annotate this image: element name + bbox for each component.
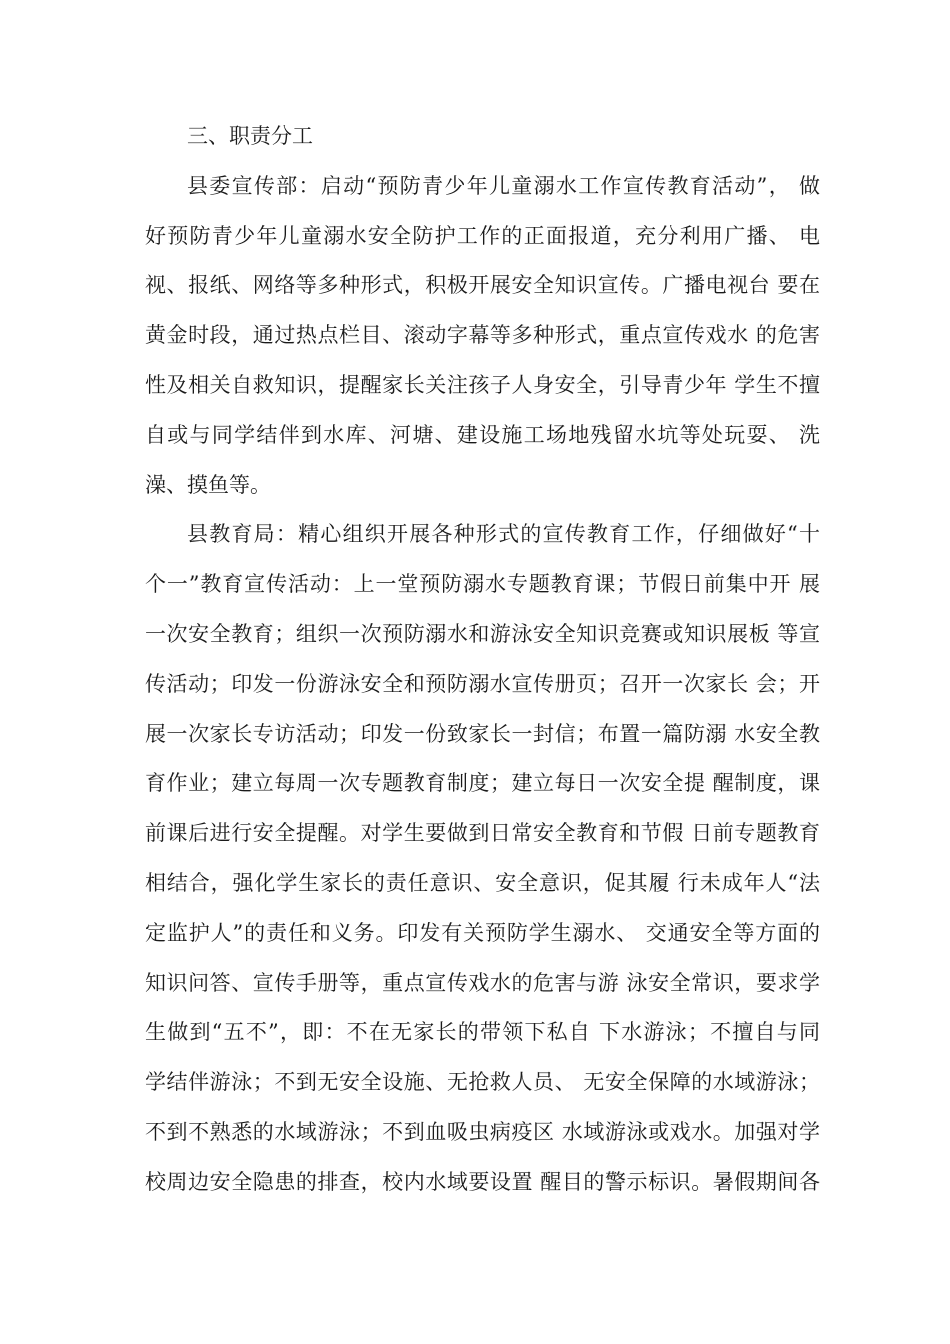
paragraph-line: 不到不熟悉的水域游泳；不到血吸虫病疫区 水域游泳或戏水。加强对学	[145, 1119, 820, 1144]
paragraph-line: 一次安全教育；组织一次预防溺水和游泳安全知识竞赛或知识展板 等宣	[145, 621, 820, 646]
paragraph-propaganda-dept	[145, 162, 820, 511]
paragraph-line: 好预防青少年儿童溺水安全防护工作的正面报道，充分利用广播、 电	[145, 223, 820, 248]
paragraph-line: 性及相关自救知识，提醒家长关注孩子人身安全，引导青少年 学生不擅	[145, 372, 820, 397]
paragraph-line: 个一”教育宣传活动：上一堂预防溺水专题教育课；节假日前集中开 展	[145, 572, 820, 597]
paragraph-line: 相结合，强化学生家长的责任意识、安全意识，促其履 行未成年人“法	[145, 870, 820, 895]
paragraph-line: 澡、摸鱼等。	[145, 472, 271, 497]
paragraph-line: 黄金时段，通过热点栏目、滚动字幕等多种形式，重点宣传戏水 的危害	[145, 323, 820, 348]
paragraph-line: 展一次家长专访活动；印发一份致家长一封信；布置一篇防溺 水安全教	[145, 721, 820, 746]
paragraph-line: 校周边安全隐患的排查，校内水域要设置 醒目的警示标识。暑假期间各	[145, 1169, 820, 1194]
paragraph-line: 县委宣传部：启动“预防青少年儿童溺水工作宣传教育活动”， 做	[187, 173, 820, 198]
paragraph-line: 视、报纸、网络等多种形式，积极开展安全知识宣传。广播电视台 要在	[145, 273, 820, 298]
paragraph-education-bureau	[145, 510, 820, 1207]
paragraph-line: 前课后进行安全提醒。对学生要做到日常安全教育和节假 日前专题教育	[145, 821, 820, 846]
paragraph-line: 知识问答、宣传手册等，重点宣传戏水的危害与游 泳安全常识，要求学	[145, 970, 820, 995]
document-body	[145, 112, 820, 1208]
paragraph-line: 育作业；建立每周一次专题教育制度；建立每日一次安全提 醒制度，课	[145, 771, 820, 796]
paragraph-line: 定监护人”的责任和义务。印发有关预防学生溺水、 交通安全等方面的	[145, 920, 820, 945]
paragraph-line: 自或与同学结伴到水库、河塘、建设施工场地残留水坑等处玩耍、 洗	[145, 422, 820, 447]
paragraph-line: 传活动；印发一份游泳安全和预防溺水宣传册页；召开一次家长 会；开	[145, 671, 820, 696]
paragraph-line: 生做到“五不”，即：不在无家长的带领下私自 下水游泳；不擅自与同	[145, 1020, 820, 1045]
paragraph-line: 县教育局：精心组织开展各种形式的宣传教育工作，仔细做好“十	[187, 522, 820, 547]
paragraph-line: 学结伴游泳；不到无安全设施、无抢救人员、 无安全保障的水域游泳；	[145, 1070, 820, 1095]
section-heading: 三、职责分工	[187, 124, 313, 148]
